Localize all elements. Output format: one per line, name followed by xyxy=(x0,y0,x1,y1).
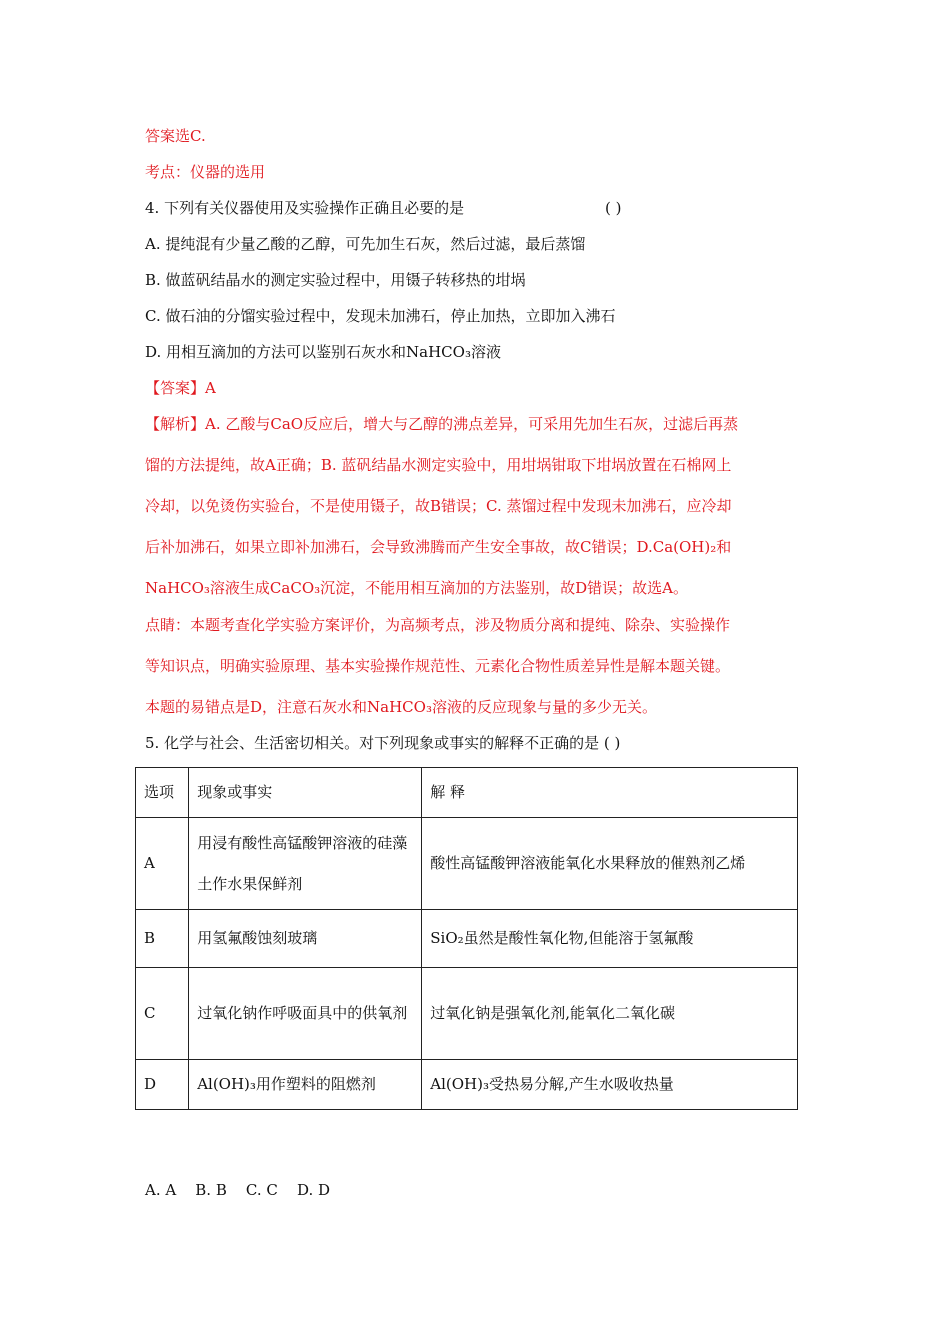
row-option: C xyxy=(136,968,189,1060)
table-row xyxy=(136,968,798,1060)
header-option: 选项 xyxy=(136,768,189,818)
previous-answer: 答案选C. xyxy=(145,127,206,145)
row-fact: 过氧化钠作呼吸面具中的供氧剂 xyxy=(189,968,422,1060)
q5-stem: 5. 化学与社会、生活密切相关。对下列现象或事实的解释不正确的是 ( ) xyxy=(145,734,621,752)
q4-option-a: A. 提纯混有少量乙酸的乙醇，可先加生石灰，然后过滤，最后蒸馏 xyxy=(145,235,586,253)
q4-stem: 4. 下列有关仪器使用及实验操作正确且必要的是 xyxy=(145,199,465,217)
row-reason: 过氧化钠是强氧化剂,能氧化二氧化碳 xyxy=(422,968,798,1060)
q4-comment-line: 等知识点，明确实验原理、基本实验操作规范性、元素化合物性质差异性是解本题关键。 xyxy=(145,657,731,675)
q4-analysis-line: 冷却，以免烫伤实验台，不是使用镊子，故B错误；C. 蒸馏过程中发现未加沸石，应冷却 xyxy=(145,497,732,515)
q4-analysis-line: 【解析】A. 乙酸与CaO反应后，增大与乙醇的沸点差异，可采用先加生石灰，过滤后再蒸 xyxy=(145,415,739,433)
q4-comment-line: 点睛：本题考查化学实验方案评价，为高频考点，涉及物质分离和提纯、除杂、实验操作 xyxy=(145,616,731,634)
q4-comment-line: 本题的易错点是D，注意石灰水和NaHCO₃溶液的反应现象与量的多少无关。 xyxy=(145,698,657,716)
table-header-row xyxy=(136,768,798,818)
q4-option-d: D. 用相互滴加的方法可以鉴别石灰水和NaHCO₃溶液 xyxy=(145,343,501,361)
row-option: B xyxy=(136,910,189,968)
q4-analysis-line: 馏的方法提纯，故A正确；B. 蓝矾结晶水测定实验中，用坩埚钳取下坩埚放置在石棉网上 xyxy=(145,456,732,474)
row-reason: Al(OH)₃受热易分解,产生水吸收热量 xyxy=(422,1060,798,1110)
table-row xyxy=(136,818,798,910)
q5-choices: A. A B. B C. C D. D xyxy=(145,1181,331,1199)
row-reason: 酸性高锰酸钾溶液能氧化水果释放的催熟剂乙烯 xyxy=(422,818,798,910)
row-fact: 用浸有酸性高锰酸钾溶液的硅藻土作水果保鲜剂 xyxy=(189,818,422,910)
q4-option-b: B. 做蓝矾结晶水的测定实验过程中，用镊子转移热的坩埚 xyxy=(145,271,526,289)
q5-table xyxy=(135,767,798,1110)
q4-option-c: C. 做石油的分馏实验过程中，发现未加沸石，停止加热，立即加入沸石 xyxy=(145,307,616,325)
previous-exam-point: 考点：仪器的选用 xyxy=(145,163,266,181)
table-row xyxy=(136,1060,798,1110)
row-option: A xyxy=(136,818,189,910)
row-fact: Al(OH)₃用作塑料的阻燃剂 xyxy=(189,1060,422,1110)
header-reason: 解 释 xyxy=(422,768,798,818)
header-fact: 现象或事实 xyxy=(189,768,422,818)
row-option: D xyxy=(136,1060,189,1110)
row-fact: 用氢氟酸蚀刻玻璃 xyxy=(189,910,422,968)
q4-analysis-line: NaHCO₃溶液生成CaCO₃沉淀，不能用相互滴加的方法鉴别，故D错误；故选A。 xyxy=(145,579,689,597)
row-reason: SiO₂虽然是酸性氧化物,但能溶于氢氟酸 xyxy=(422,910,798,968)
table-row xyxy=(136,910,798,968)
q4-answer: 【答案】A xyxy=(145,379,216,397)
q4-answer-paren: ( ) xyxy=(605,199,622,217)
q4-analysis-line: 后补加沸石，如果立即补加沸石，会导致沸腾而产生安全事故，故C错误；D.Ca(OH)₂和 xyxy=(145,538,732,556)
